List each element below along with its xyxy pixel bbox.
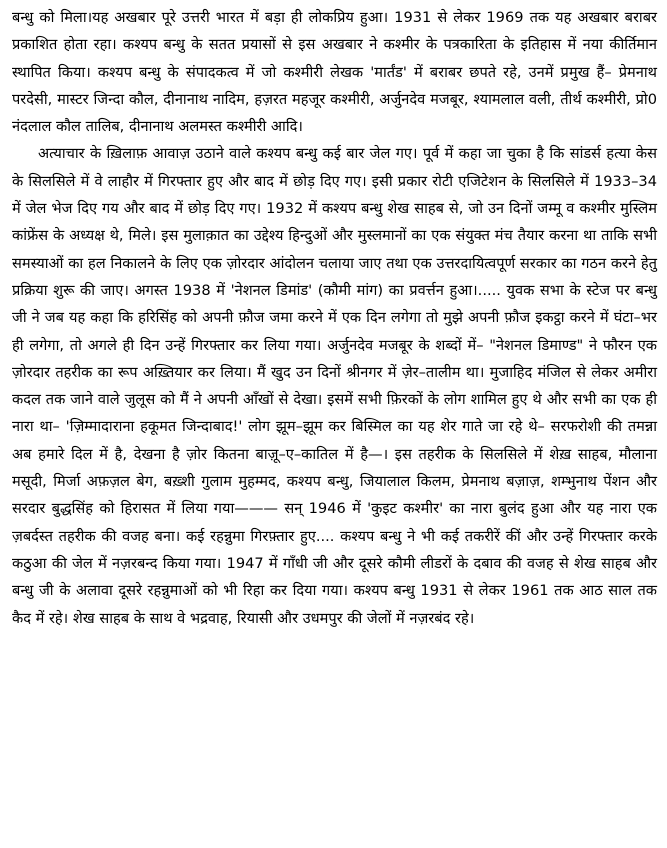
paragraph-imprisonment: अत्याचार के ख़िलाफ़ आवाज़ उठाने वाले कश्यप बन्धु कई बार जेल गए। पूर्व में कहा जा चुका है कि सांडर्स हत्या केस के सिलसिले में वे लाहौर में गिरफ्तार हुए और बाद में छोड़ दिए गए। इसी प्रकार रोटी एजिटेशन के सिलसिले में 1933–34 में जेल भेज दिए गय और बाद में छोड़ दिए गए। 1932 में कश्यप बन्धु शेख साहब से, जो उन दिनों जम्मू व कश्मीर मुस्लिम कांफ्रेंस के अध्यक्ष थे, मिले। इस मुलाक़ात का उद्देश्य हिन्दुओं और मुस्लमानों का एक संयुक्त मंच तैयार करना था ताकि सभी समस्याओं का हल निकालने के लिए एक ज़ोरदार आंदोलन चलाया जाए तथा एक उत्तरदायित्वपूर्ण सरकार का गठन करने हेतु प्रक्रिया शुरू की जाए। अगस्त 1938 में 'नेशनल डिमांड' (कौमी मांग) का प्रवर्त्तन हुआ।..... युवक सभा के स्टेज पर बन्धु जी ने जब यह कहा कि हरिसिंह को अपनी फ़ौज जमा करने में एक दिन लगेगा तो मुझे अपनी फ़ौज इकट्ठा करने में घंटा–भर ही लगेगा, तो अगले ही दिन उन्हें गिरफ्तार कर लिया गया। अर्जुनदेव मजबूर के शब्दों में– "नेशनल डिमाण्ड" ने फौरन एक ज़ोरदार तहरीक का रूप अख़्तियार कर लिया। मैं खुद उन दिनों श्रीनगर में ज़ेर–तालीम था। मुजाहिद मंजिल से लेकर अमीरा कदल तक जाने वाले जुलूस को मैं ने अपनी आँखों से देखा। इसमें सभी फ़िरकों के लोग शामिल हुए थे और सभी का एक ही नारा था– 'ज़िम्मादाराना हकूमत जिन्दाबाद!' लोग झूम–झूम कर बिस्मिल का यह शेर गाते जा रहे थे– सरफरोशी की तमन्ना अब हमारे दिल में है, देखना है ज़ोर कितना बाज़ू–ए–कातिल में है—। इस तहरीक के सिलसिले में शेख़ साहब, मौलाना मसूदी, मिर्जा अफ़ज़ल बेग, बख़्शी गुलाम मुहम्मद, कश्यप बन्धु, जियालाल किलम, प्रेमनाथ बज़ाज़, शम्भुनाथ पेंशन और सरदार बुद्धसिंह को हिरासत में लिया गया——— सन् 1946 में 'कुइट कश्मीर' का नारा बुलंद हुआ और यह नारा एक ज़बर्दस्त तहरीक की वजह बना। कई रहन्नुमा गिरफ़्तार हुए.... कश्यप बन्धु ने भी कई तकरीरें कीं और उन्हें गिरफ्तार करके कठुआ की जेल में नज़रबन्द किया गया। 1947 में गाँधी जी और दूसरे कौमी लीडरों के दबाव की वजह से शेख साहब और बन्धु जी के अलावा दूसरे रहन्नुमाओं को भी रिहा कर दिया गया। कश्यप बन्धु 1931 से लेकर 1961 तक आठ साल तक कैद में रहे। शेख साहब के साथ वे भद्रवाह, रियासी और उधमपुर की जेलों में नज़रबंद रहे। — [12, 145, 657, 627]
paragraph-newspaper-history: बन्धु को मिला।यह अखबार पूरे उत्तरी भारत में बड़ा ही लोकप्रिय हुआ। 1931 से लेकर 1969 तक यह अखबार बराबर प्रकाशित होता रहा। कश्यप बन्धु के सतत प्रयासों से इस अखबार ने कश्मीर के पत्रकारिता के इतिहास में नया कीर्तिमान स्थापित किया। कश्यप बन्धु के संपादकत्व में जो कश्मीरी लेखक 'मार्तंड' में बराबर छपते रहे, उनमें प्रमुख हैं– प्रेमनाथ परदेसी, मास्टर जिन्दा कौल, दीनानाथ नादिम, हज़रत महजूर कश्मीरी, अर्जुनदेव मजबूर, श्यामलाल वली, तीर्थ कश्मीरी, प्रो0 नंदलाल कौल तालिब, दीनानाथ अलमस्त कश्मीरी आदि। — [12, 9, 657, 136]
